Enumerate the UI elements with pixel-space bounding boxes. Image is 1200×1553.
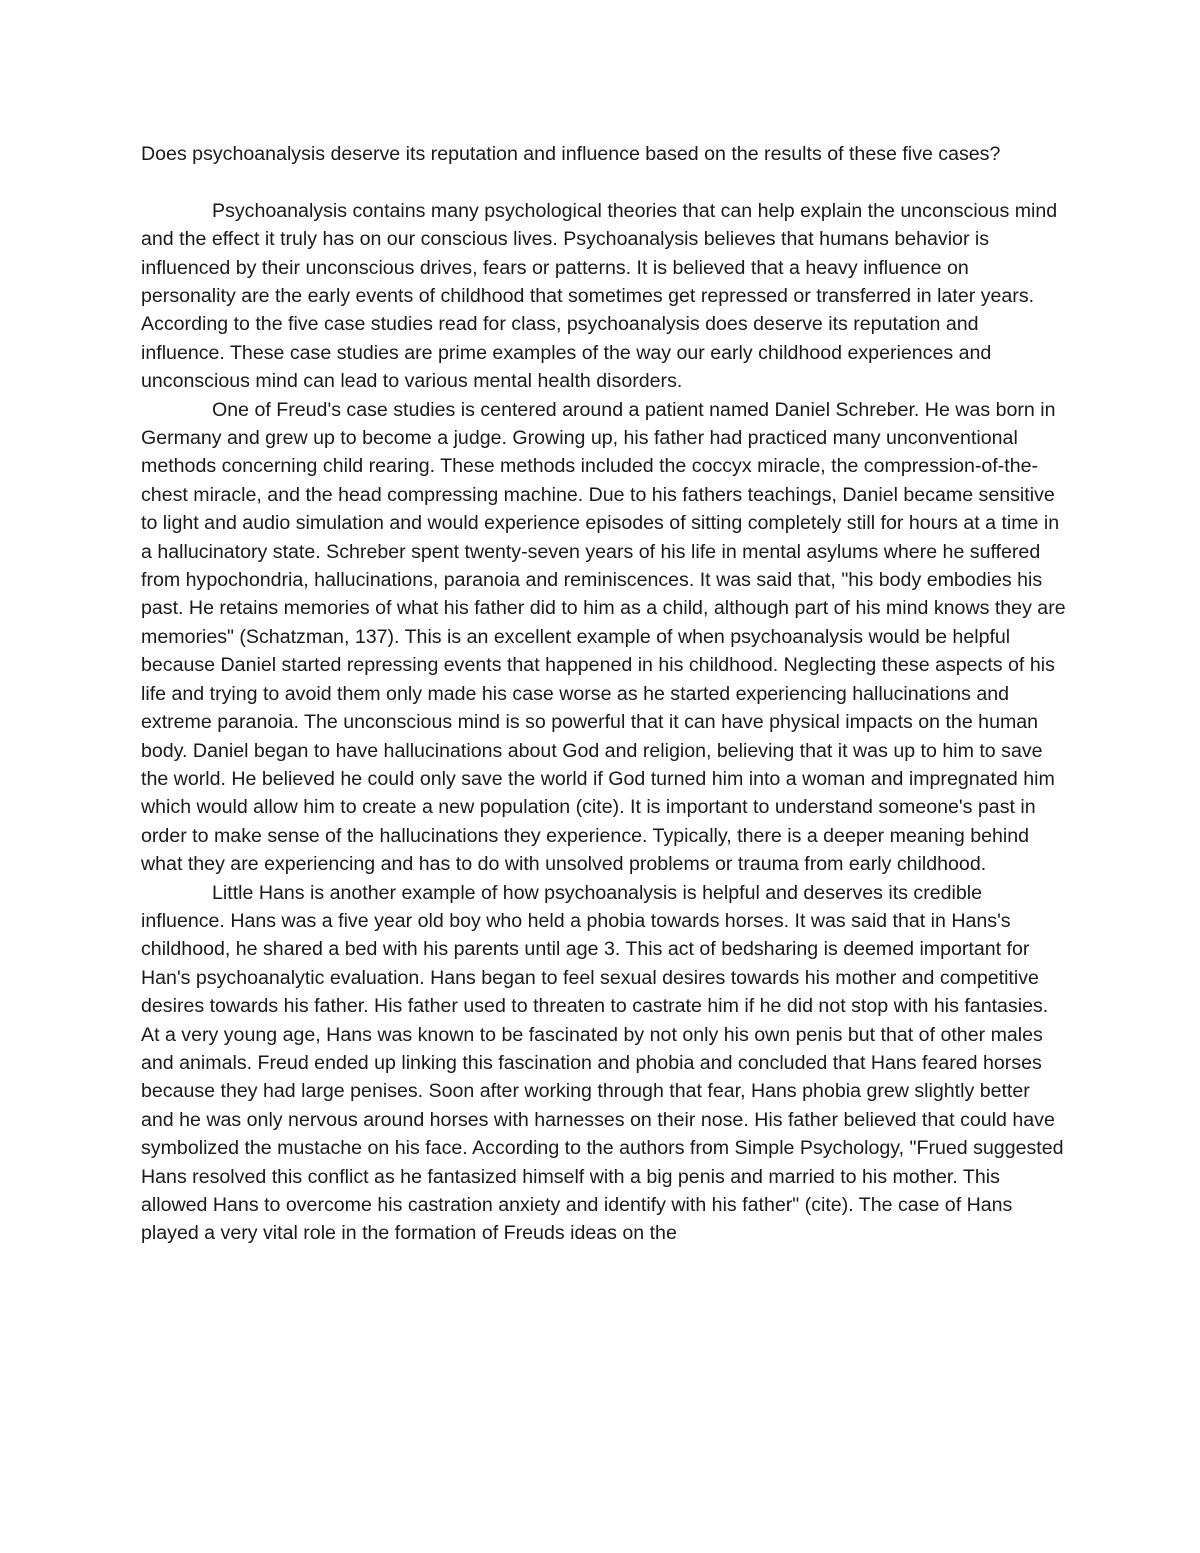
paragraph-schreber-case: One of Freud's case studies is centered around a patient named Daniel Schreber. He was born in Germany and grew up to become a judge. Growing up, his father had practiced many unconventional methods concerning child rearing. These methods included the coccyx miracle, the compression-of-the-chest miracle, and the head compressing machine. Due to his fathers teachings, Daniel became sensitive to light and audio simulation and would experience episodes of sitting completely still for hours at a time in a hallucinatory state. Schreber spent twenty-seven years of his life in mental asylums where he suffered from hypochondria, hallucinations, paranoia and reminiscences. It was said that, "his body embodies his past. He retains memories of what his father did to him as a child, although part of his mind knows they are memories" (Schatzman, 137). This is an excellent example of when psychoanalysis would be helpful because Daniel started repressing events that happened in his childhood. Neglecting these aspects of his life and trying to avoid them only made his case worse as he started experiencing hallucinations and extreme paranoia. The unconscious mind is so powerful that it can have physical impacts on the human body. Daniel began to have hallucinations about God and religion, believing that it was up to him to save the world. He believed he could only save the world if God turned him into a woman and impregnated him which would allow him to create a new population (cite). It is important to understand someone's past in order to make sense of the hallucinations they experience. Typically, there is a deeper meaning behind what they are experiencing and has to do with unsolved problems or trauma from early childhood. [141, 398, 1066, 876]
essay-question-heading: Does psychoanalysis deserve its reputation and influence based on the results of these five cases? [141, 143, 1001, 165]
blank-line [141, 168, 1066, 196]
paragraph-introduction: Psychoanalysis contains many psychological theories that can help explain the unconscious mind and the effect it truly has on our conscious lives. Psychoanalysis believes that humans behavior is influenced by their unconscious drives, fears or patterns. It is believed that a heavy influence on personality are the early events of childhood that sometimes get repressed or transferred in later years. According to the five case studies read for class, psychoanalysis does deserve its reputation and influence. These case studies are prime examples of the way our early childhood experiences and unconscious mind can lead to various mental health disorders. [141, 199, 1058, 393]
document-page [141, 140, 1066, 1248]
paragraph-little-hans-case: Little Hans is another example of how psychoanalysis is helpful and deserves its credible influence. Hans was a five year old boy who held a phobia towards horses. It was said that in Hans's childhood, he shared a bed with his parents until age 3. This act of bedsharing is deemed important for Han's psychoanalytic evaluation. Hans began to feel sexual desires towards his mother and competitive desires towards his father. His father used to threaten to castrate him if he did not stop with his fantasies. At a very young age, Hans was known to be fascinated by not only his own penis but that of other males and animals. Freud ended up linking this fascination and phobia and concluded that Hans feared horses because they had large penises. Soon after working through that fear, Hans phobia grew slightly better and he was only nervous around horses with harnesses on their nose. His father believed that could have symbolized the mustache on his face. According to the authors from Simple Psychology, "Frued suggested Hans resolved this conflict as he fantasized himself with a big penis and married to his mother. This allowed Hans to overcome his castration anxiety and identify with his father" (cite). The case of Hans played a very vital role in the formation of Freuds ideas on the [141, 881, 1064, 1245]
